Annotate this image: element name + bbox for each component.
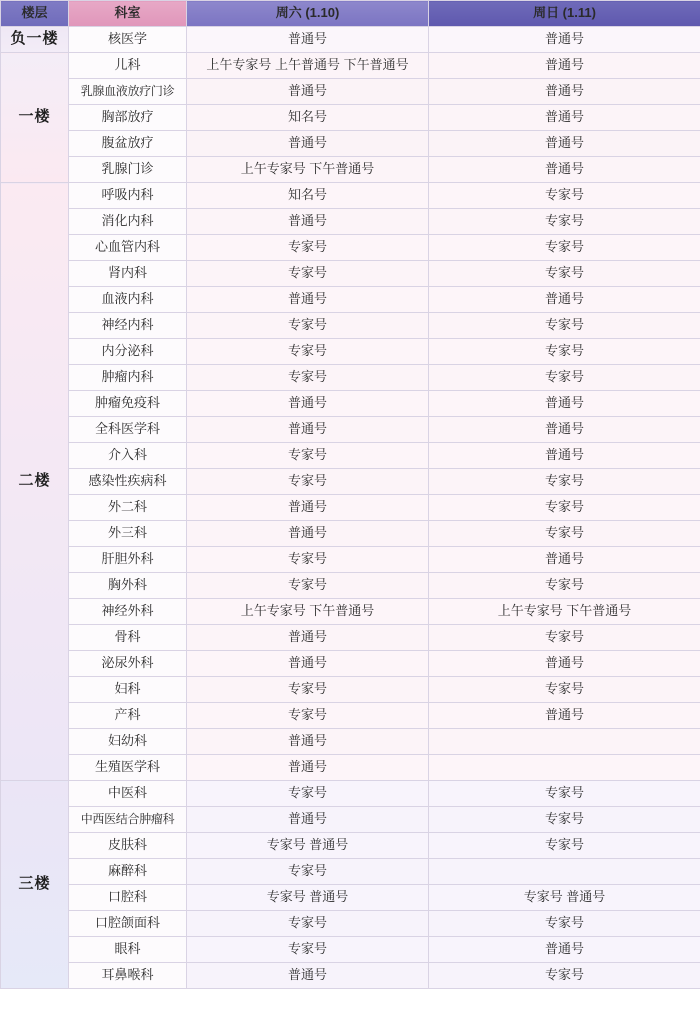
sunday-cell: 专家号 xyxy=(429,781,700,807)
table-row xyxy=(1,391,700,417)
saturday-cell: 普通号 xyxy=(187,521,429,547)
table-row xyxy=(1,885,700,911)
table-row xyxy=(1,469,700,495)
table-row xyxy=(1,755,700,781)
table-row xyxy=(1,599,700,625)
table-row xyxy=(1,27,700,53)
table-row xyxy=(1,261,700,287)
saturday-cell: 普通号 xyxy=(187,131,429,157)
department-cell: 中医科 xyxy=(69,781,187,807)
table-row xyxy=(1,313,700,339)
saturday-cell: 普通号 xyxy=(187,651,429,677)
sunday-cell: 专家号 xyxy=(429,963,700,989)
saturday-cell: 专家号 xyxy=(187,573,429,599)
department-cell: 妇幼科 xyxy=(69,729,187,755)
sunday-cell: 专家号 xyxy=(429,365,700,391)
saturday-cell: 专家号 xyxy=(187,469,429,495)
sunday-cell: 普通号 xyxy=(429,391,700,417)
saturday-cell: 专家号 xyxy=(187,937,429,963)
table-row xyxy=(1,157,700,183)
table-row xyxy=(1,443,700,469)
department-cell: 中西医结合肿瘤科 xyxy=(69,807,187,833)
table-row xyxy=(1,703,700,729)
sunday-cell xyxy=(429,859,700,885)
saturday-cell: 专家号 xyxy=(187,703,429,729)
saturday-cell: 普通号 xyxy=(187,27,429,53)
saturday-cell: 普通号 xyxy=(187,287,429,313)
sunday-cell: 专家号 xyxy=(429,573,700,599)
table-row xyxy=(1,807,700,833)
department-cell: 腹盆放疗 xyxy=(69,131,187,157)
department-cell: 呼吸内科 xyxy=(69,183,187,209)
sunday-cell: 普通号 xyxy=(429,547,700,573)
department-cell: 皮肤科 xyxy=(69,833,187,859)
sunday-cell xyxy=(429,755,700,781)
saturday-cell: 专家号 xyxy=(187,781,429,807)
sunday-cell: 专家号 普通号 xyxy=(429,885,700,911)
floor-cell: 一楼 xyxy=(1,53,69,183)
table-header xyxy=(1,1,700,27)
saturday-cell: 知名号 xyxy=(187,183,429,209)
department-cell: 心血管内科 xyxy=(69,235,187,261)
column-header-saturday: 周六 (1.10) xyxy=(187,1,429,27)
department-cell: 口腔颌面科 xyxy=(69,911,187,937)
saturday-cell: 专家号 普通号 xyxy=(187,833,429,859)
department-cell: 乳腺门诊 xyxy=(69,157,187,183)
department-cell: 神经外科 xyxy=(69,599,187,625)
department-cell: 外三科 xyxy=(69,521,187,547)
sunday-cell: 专家号 xyxy=(429,833,700,859)
department-cell: 神经内科 xyxy=(69,313,187,339)
saturday-cell: 专家号 xyxy=(187,261,429,287)
floor-cell: 负一楼 xyxy=(1,27,69,53)
table-row xyxy=(1,625,700,651)
saturday-cell: 普通号 xyxy=(187,625,429,651)
table-row xyxy=(1,183,700,209)
saturday-cell: 上午专家号 上午普通号 下午普通号 xyxy=(187,53,429,79)
sunday-cell: 普通号 xyxy=(429,105,700,131)
column-header-department: 科室 xyxy=(69,1,187,27)
department-cell: 全科医学科 xyxy=(69,417,187,443)
department-cell: 产科 xyxy=(69,703,187,729)
table-row xyxy=(1,209,700,235)
saturday-cell: 普通号 xyxy=(187,391,429,417)
department-cell: 眼科 xyxy=(69,937,187,963)
department-cell: 胸部放疗 xyxy=(69,105,187,131)
table-row xyxy=(1,105,700,131)
department-cell: 外二科 xyxy=(69,495,187,521)
sunday-cell: 普通号 xyxy=(429,27,700,53)
sunday-cell: 专家号 xyxy=(429,339,700,365)
saturday-cell: 专家号 xyxy=(187,235,429,261)
department-cell: 肝胆外科 xyxy=(69,547,187,573)
saturday-cell: 专家号 普通号 xyxy=(187,885,429,911)
table-row xyxy=(1,911,700,937)
saturday-cell: 专家号 xyxy=(187,313,429,339)
department-cell: 核医学 xyxy=(69,27,187,53)
sunday-cell: 上午专家号 下午普通号 xyxy=(429,599,700,625)
department-cell: 肿瘤内科 xyxy=(69,365,187,391)
department-cell: 消化内科 xyxy=(69,209,187,235)
sunday-cell: 普通号 xyxy=(429,79,700,105)
table-row xyxy=(1,963,700,989)
department-cell: 骨科 xyxy=(69,625,187,651)
sunday-cell: 普通号 xyxy=(429,443,700,469)
table-row xyxy=(1,287,700,313)
table-body xyxy=(1,27,700,989)
department-cell: 乳腺血液放疗门诊 xyxy=(69,79,187,105)
table-row xyxy=(1,417,700,443)
saturday-cell: 专家号 xyxy=(187,339,429,365)
sunday-cell: 专家号 xyxy=(429,521,700,547)
table-row xyxy=(1,677,700,703)
sunday-cell: 普通号 xyxy=(429,157,700,183)
saturday-cell: 普通号 xyxy=(187,755,429,781)
sunday-cell xyxy=(429,729,700,755)
saturday-cell: 上午专家号 下午普通号 xyxy=(187,599,429,625)
table-row xyxy=(1,495,700,521)
sunday-cell: 专家号 xyxy=(429,625,700,651)
saturday-cell: 普通号 xyxy=(187,807,429,833)
saturday-cell: 专家号 xyxy=(187,677,429,703)
department-cell: 感染性疾病科 xyxy=(69,469,187,495)
sunday-cell: 普通号 xyxy=(429,417,700,443)
table-row xyxy=(1,365,700,391)
saturday-cell: 普通号 xyxy=(187,417,429,443)
saturday-cell: 普通号 xyxy=(187,79,429,105)
header-row xyxy=(1,1,700,27)
sunday-cell: 专家号 xyxy=(429,261,700,287)
saturday-cell: 普通号 xyxy=(187,209,429,235)
table-row xyxy=(1,859,700,885)
department-cell: 生殖医学科 xyxy=(69,755,187,781)
table-row xyxy=(1,781,700,807)
sunday-cell: 专家号 xyxy=(429,469,700,495)
sunday-cell: 专家号 xyxy=(429,183,700,209)
sunday-cell: 普通号 xyxy=(429,937,700,963)
saturday-cell: 上午专家号 下午普通号 xyxy=(187,157,429,183)
floor-cell: 二楼 xyxy=(1,183,69,781)
department-cell: 口腔科 xyxy=(69,885,187,911)
saturday-cell: 普通号 xyxy=(187,495,429,521)
department-cell: 肿瘤免疫科 xyxy=(69,391,187,417)
sunday-cell: 普通号 xyxy=(429,53,700,79)
department-cell: 肾内科 xyxy=(69,261,187,287)
sunday-cell: 普通号 xyxy=(429,287,700,313)
table-row xyxy=(1,729,700,755)
table-row xyxy=(1,547,700,573)
table-row xyxy=(1,651,700,677)
saturday-cell: 普通号 xyxy=(187,729,429,755)
table-row xyxy=(1,573,700,599)
sunday-cell: 专家号 xyxy=(429,209,700,235)
table-row xyxy=(1,53,700,79)
table-row xyxy=(1,521,700,547)
table-row xyxy=(1,235,700,261)
sunday-cell: 专家号 xyxy=(429,495,700,521)
table-row xyxy=(1,131,700,157)
saturday-cell: 普通号 xyxy=(187,963,429,989)
sunday-cell: 专家号 xyxy=(429,677,700,703)
sunday-cell: 普通号 xyxy=(429,703,700,729)
department-cell: 泌尿外科 xyxy=(69,651,187,677)
department-cell: 内分泌科 xyxy=(69,339,187,365)
column-header-floor: 楼层 xyxy=(1,1,69,27)
department-cell: 麻醉科 xyxy=(69,859,187,885)
saturday-cell: 专家号 xyxy=(187,911,429,937)
table-row xyxy=(1,833,700,859)
table-row xyxy=(1,339,700,365)
sunday-cell: 普通号 xyxy=(429,651,700,677)
table-row xyxy=(1,79,700,105)
department-cell: 儿科 xyxy=(69,53,187,79)
saturday-cell: 专家号 xyxy=(187,365,429,391)
saturday-cell: 知名号 xyxy=(187,105,429,131)
department-cell: 胸外科 xyxy=(69,573,187,599)
department-cell: 血液内科 xyxy=(69,287,187,313)
department-cell: 妇科 xyxy=(69,677,187,703)
sunday-cell: 普通号 xyxy=(429,131,700,157)
saturday-cell: 专家号 xyxy=(187,443,429,469)
floor-cell: 三楼 xyxy=(1,781,69,989)
saturday-cell: 专家号 xyxy=(187,859,429,885)
sunday-cell: 专家号 xyxy=(429,313,700,339)
sunday-cell: 专家号 xyxy=(429,911,700,937)
column-header-sunday: 周日 (1.11) xyxy=(429,1,700,27)
saturday-cell: 专家号 xyxy=(187,547,429,573)
department-cell: 介入科 xyxy=(69,443,187,469)
sunday-cell: 专家号 xyxy=(429,235,700,261)
table-row xyxy=(1,937,700,963)
department-cell: 耳鼻喉科 xyxy=(69,963,187,989)
sunday-cell: 专家号 xyxy=(429,807,700,833)
